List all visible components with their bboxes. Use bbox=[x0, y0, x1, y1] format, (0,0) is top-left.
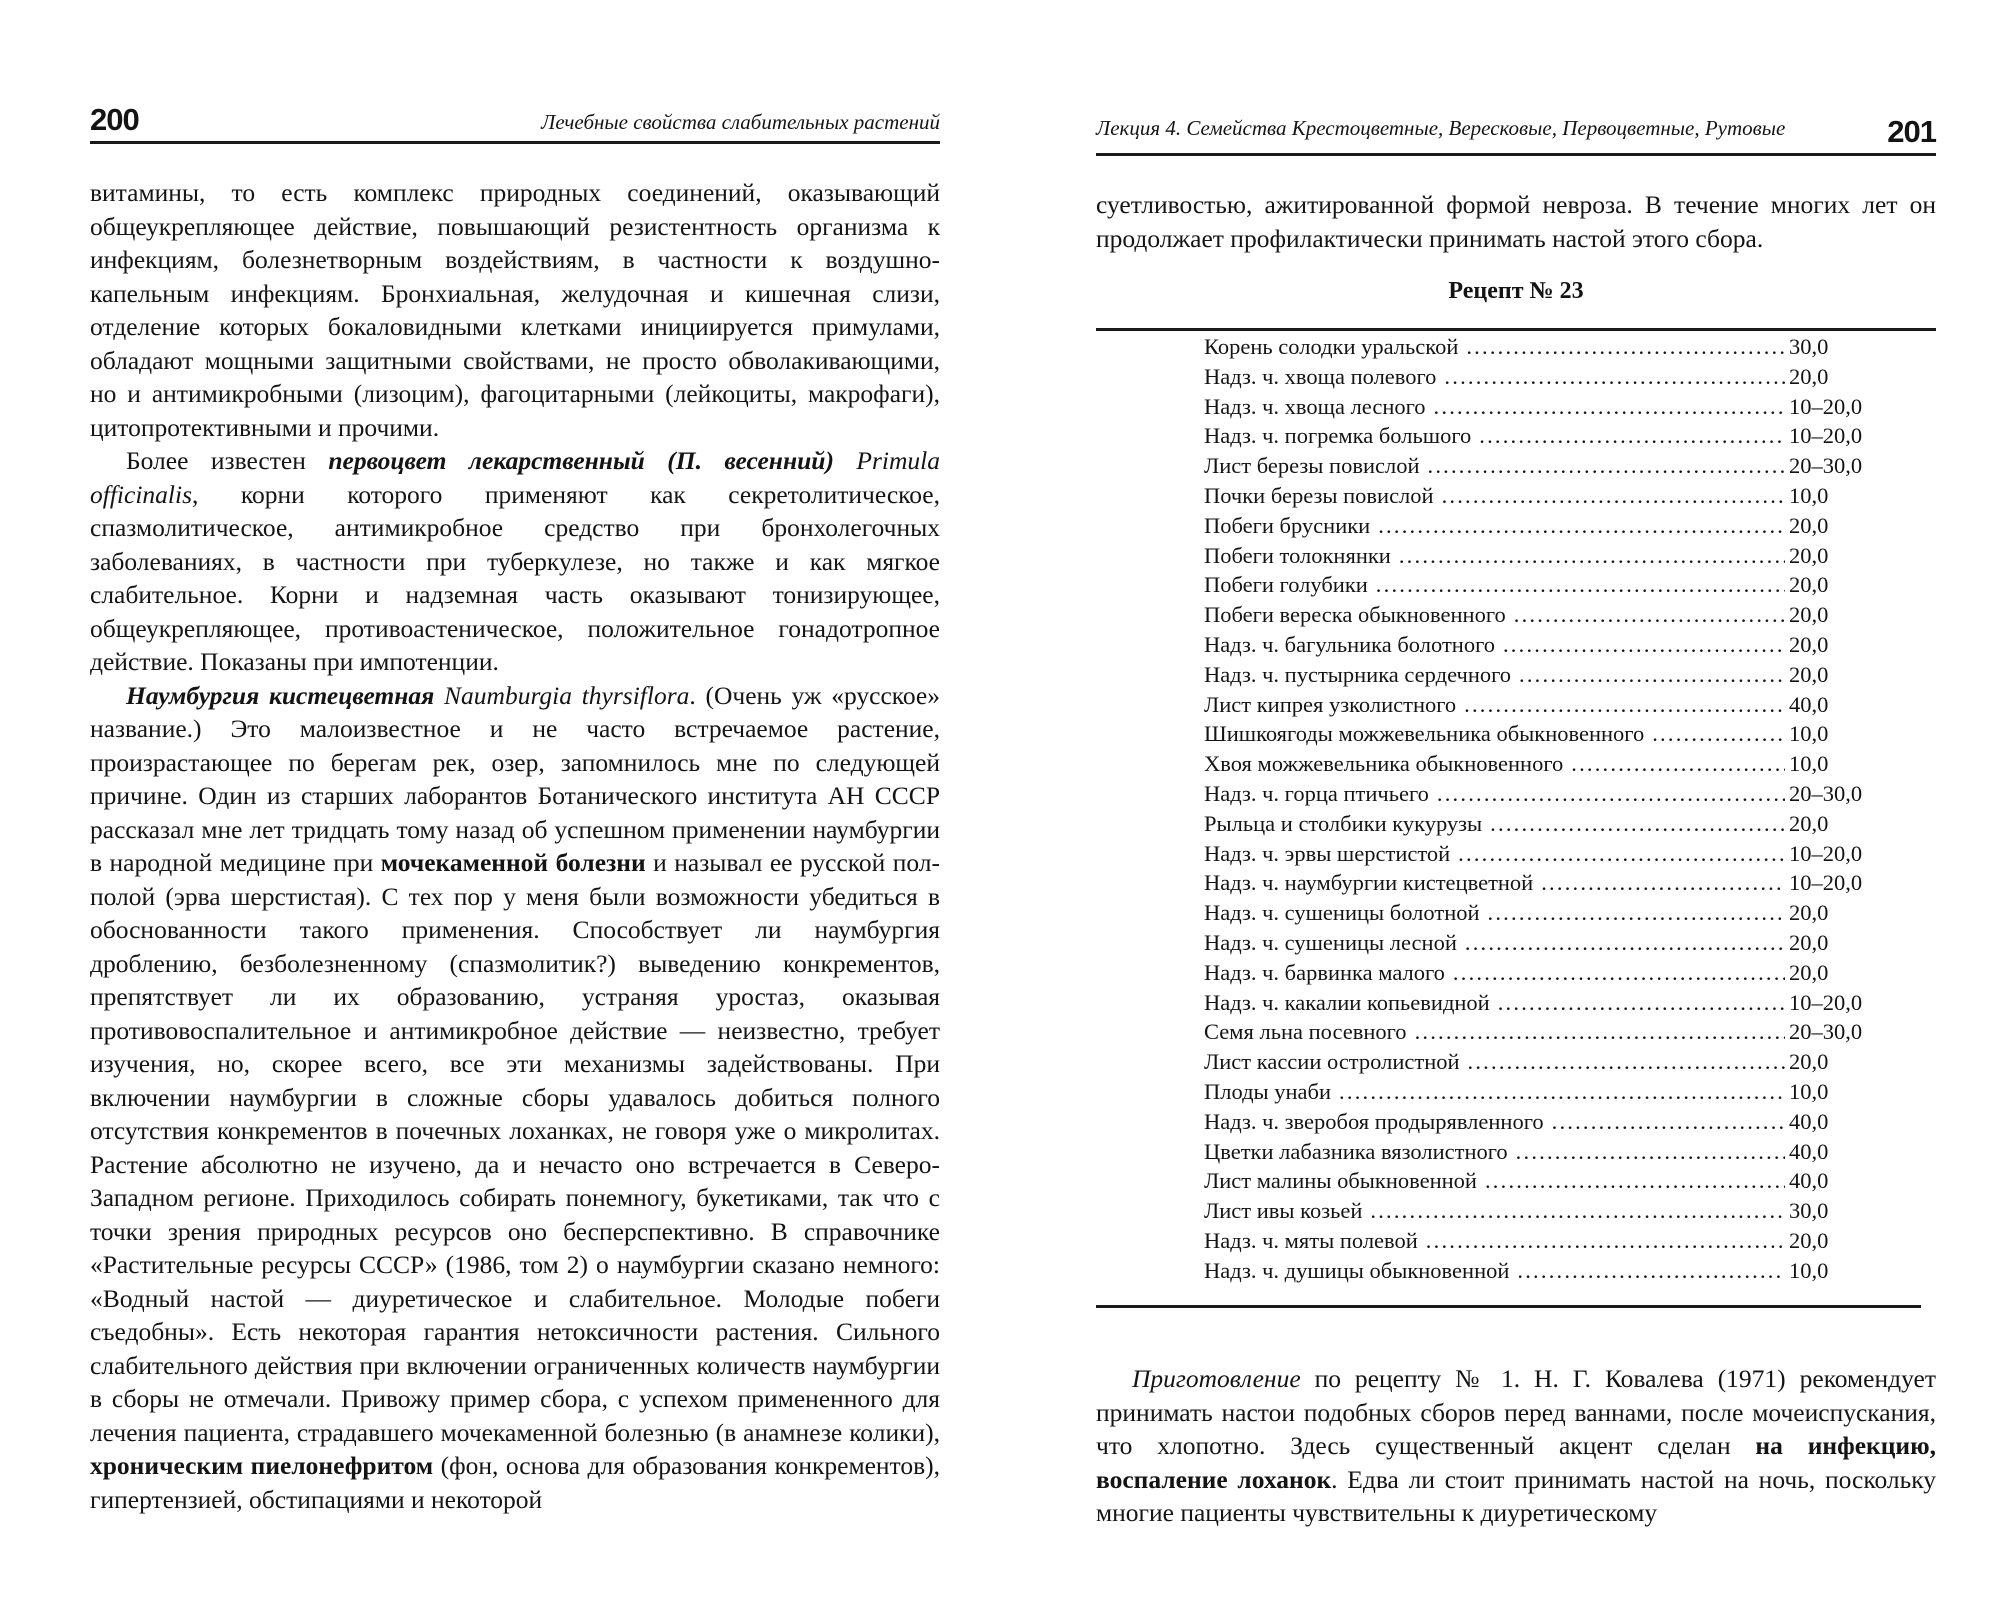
dot-leader bbox=[1428, 451, 1786, 481]
recipe-item bbox=[1204, 1256, 1884, 1286]
ingredient-name: Надз. ч. хвоща лесного bbox=[1204, 393, 1426, 419]
ingredient-name: Рыльца и столбики кукурузы bbox=[1204, 810, 1483, 836]
recipe-item bbox=[1204, 630, 1884, 660]
ingredient-quantity: 40,0 bbox=[1789, 1168, 1829, 1194]
recipe-item bbox=[1204, 362, 1884, 392]
recipe-item bbox=[1204, 392, 1884, 422]
ingredient-quantity: 20,0 bbox=[1789, 959, 1829, 985]
dot-leader bbox=[1426, 1226, 1785, 1256]
ingredient-name: Надз. ч. горца птичьего bbox=[1204, 780, 1429, 806]
text-run: по рецепту № 1. Н. Г. Ковалева (1971) рекомендует принимать настои подобных сборов перед ваннами, после мочеиспускания, что хлопотно. Здесь существенный акцент сделан bbox=[1096, 1364, 1936, 1460]
ingredient-quantity: 20–30,0 bbox=[1789, 1019, 1863, 1045]
page-number: 201 bbox=[1887, 114, 1936, 149]
ingredient-name: Лист ивы козьей bbox=[1204, 1198, 1363, 1224]
running-header bbox=[1096, 110, 1936, 150]
recipe-item bbox=[1204, 958, 1884, 988]
recipe-item bbox=[1204, 1017, 1884, 1047]
ingredient-quantity: 20–30,0 bbox=[1789, 453, 1863, 479]
right-page bbox=[1096, 0, 1936, 1602]
ingredient-quantity: 20,0 bbox=[1789, 929, 1829, 955]
emphasis-bold: мочекаменной болезни bbox=[380, 848, 646, 877]
ingredient-name: Плоды унаби bbox=[1204, 1078, 1332, 1104]
ingredient-quantity: 40,0 bbox=[1789, 1108, 1829, 1134]
term-bold-italic: Наумбургия кистецветная bbox=[126, 680, 435, 710]
text-run: витамины, то есть комплекс природных соединений, оказывающий общеукрепляющее действие, повышающий резистентность организма к инфекциям, болезнетворным воздействиям, в частности к воздушно-капельным инфекциям. Бронхиальная, желудочная и кишечная слизи, отделение которых бокаловидными клетками инициируется примулами, обладают мощными защитными свойствами, не просто обволакивающими, но и антимикробными (лизоцим), фагоцитарными (лейкоциты, макрофаги), цитопротективными и прочими. bbox=[90, 178, 940, 442]
dot-leader bbox=[1442, 481, 1785, 511]
ingredient-name: Лист березы повислой bbox=[1204, 453, 1420, 479]
dot-leader bbox=[1376, 570, 1785, 600]
ingredient-name: Надз. ч. эрвы шерстистой bbox=[1204, 840, 1451, 866]
ingredient-quantity: 10,0 bbox=[1789, 1257, 1829, 1283]
dot-leader bbox=[1466, 332, 1785, 362]
dot-leader bbox=[1488, 898, 1785, 928]
ingredient-name: Надз. ч. наумбургии кистецветной bbox=[1204, 870, 1534, 896]
term-italic: Приготовление bbox=[1132, 1364, 1301, 1393]
dot-leader bbox=[1571, 749, 1785, 779]
running-title: Лечебные свойства слабительных растений bbox=[541, 110, 940, 134]
ingredient-name: Надз. ч. душицы обыкновенной bbox=[1204, 1257, 1510, 1283]
ingredient-quantity: 10,0 bbox=[1789, 482, 1829, 508]
dot-leader bbox=[1444, 362, 1785, 392]
intro-text bbox=[1096, 188, 1936, 255]
ingredient-quantity: 20,0 bbox=[1789, 542, 1829, 568]
dot-leader bbox=[1458, 839, 1785, 869]
ingredient-quantity: 20,0 bbox=[1789, 602, 1829, 628]
ingredient-quantity: 20,0 bbox=[1789, 572, 1829, 598]
ingredient-name: Надз. ч. сушеницы лесной bbox=[1204, 929, 1457, 955]
ingredient-name: Лист малины обыкновенной bbox=[1204, 1168, 1477, 1194]
latin-name: Naumburgia thyrsiflora bbox=[434, 680, 690, 710]
closing-text bbox=[1096, 1362, 1936, 1530]
recipe-top-rule bbox=[1096, 328, 1936, 331]
dot-leader bbox=[1378, 511, 1785, 541]
ingredient-name: Семя льна посевного bbox=[1204, 1019, 1407, 1045]
recipe-item bbox=[1204, 421, 1884, 451]
emphasis-bold: хроническим пиелонефритом bbox=[90, 1451, 434, 1480]
term-bold-italic: первоцвет лекарственный (П. весенний) bbox=[328, 446, 834, 475]
ingredient-name: Корень солодки уральской bbox=[1204, 334, 1459, 359]
ingredient-quantity: 20,0 bbox=[1789, 661, 1829, 687]
recipe-item bbox=[1204, 749, 1884, 779]
ingredient-quantity: 10–20,0 bbox=[1789, 870, 1863, 896]
ingredient-quantity: 10,0 bbox=[1789, 751, 1829, 777]
ingredient-quantity: 10,0 bbox=[1789, 1078, 1829, 1104]
dot-leader bbox=[1490, 809, 1785, 839]
ingredient-quantity: 30,0 bbox=[1789, 1198, 1829, 1224]
ingredient-quantity: 20,0 bbox=[1789, 631, 1829, 657]
recipe-item bbox=[1204, 1107, 1884, 1137]
recipe-title: Рецепт № 23 bbox=[1448, 278, 1584, 304]
recipe-item bbox=[1204, 809, 1884, 839]
ingredient-name: Побеги брусники bbox=[1204, 512, 1371, 538]
body-text bbox=[90, 176, 940, 1516]
recipe-item bbox=[1204, 1047, 1884, 1077]
paragraph bbox=[90, 679, 940, 1517]
ingredient-quantity: 30,0 bbox=[1789, 334, 1829, 359]
ingredient-name: Побеги голубики bbox=[1204, 572, 1368, 598]
ingredient-name: Лист кассии остролистной bbox=[1204, 1049, 1460, 1075]
ingredient-name: Надз. ч. сушеницы болотной bbox=[1204, 900, 1480, 926]
dot-leader bbox=[1339, 1077, 1785, 1107]
emphasis-bold: на инфекцию, воспаление лоханок bbox=[1096, 1431, 1936, 1494]
latin-name: Primula officinalis bbox=[90, 446, 940, 509]
ingredient-quantity: 20,0 bbox=[1789, 363, 1829, 389]
ingredient-quantity: 10–20,0 bbox=[1789, 989, 1863, 1015]
paragraph bbox=[90, 444, 940, 679]
ingredient-quantity: 10–20,0 bbox=[1789, 840, 1863, 866]
ingredient-name: Надз. ч. мяты полевой bbox=[1204, 1227, 1418, 1253]
dot-leader bbox=[1464, 690, 1785, 720]
recipe-item bbox=[1204, 511, 1884, 541]
ingredient-name: Побеги вереска обыкновенного bbox=[1204, 602, 1506, 628]
ingredient-name: Надз. ч. погремка большого bbox=[1204, 423, 1472, 449]
recipe-item bbox=[1204, 868, 1884, 898]
dot-leader bbox=[1552, 1107, 1785, 1137]
ingredient-quantity: 10–20,0 bbox=[1789, 393, 1863, 419]
dot-leader bbox=[1519, 660, 1785, 690]
text-run: и называл ее русской пол-полой (эрва шерстистая). С тех пор у меня были возможности убедиться в обоснованности такого применения. Способствует ли наумбургия дроблению, безболезненному (спазмолитик?) выведению конкрементов, препятствует ли их образованию, устраняя уростаз, оказывая противовоспалительное и антимикробное действие — неизвестно, требует изучения, но, скорее всего, все эти механизмы задействованы. При включении наумбургии в сложные сборы удавалось добиться полного отсутствия конкрементов в почечных лоханках, не говоря уже о микролитах. Растение абсолютно не изучено, да и нечасто оно встречается в Северо-Западном регионе. Приходилось собирать понемногу, букетиками, так что с точки зрения природных ресурсов оно бесперспективно. В справочнике «Растительные ресурсы СССР» (1986, том 2) о наумбургии сказано немного: «Водный настой — диуретическое и слабительное. Молодые побеги съедобны». Есть некоторая гарантия нетоксичности растения. Сильного слабительного действия при включении ограниченных количеств наумбургии в сборы не отмечали. Привожу пример сбора, с успехом примененного для лечения пациента, страдавшего мочекаменной болезнью (в анамнезе колики), bbox=[90, 848, 940, 1447]
ingredient-name: Шишкоягоды можжевельника обыкновенного bbox=[1204, 721, 1645, 747]
dot-leader bbox=[1465, 928, 1785, 958]
text-run: . (Очень уж «русское» название.) Это малоизвестное и не часто встречаемое растение, произрастающее по берегам рек, озер, запомнилось мне по следующей причине. Один из старших лаборантов Ботанического института АН СССР рассказал мне лет тридцать тому назад об успешном применении наумбургии в народной медицине при bbox=[90, 680, 940, 877]
ingredient-quantity: 10,0 bbox=[1789, 721, 1829, 747]
ingredient-name: Надз. ч. багульника болотного bbox=[1204, 631, 1495, 657]
text-run: . Едва ли стоит принимать настой на ночь, поскольку многие пациенты чувствительны к диуретическому bbox=[1096, 1464, 1936, 1527]
dot-leader bbox=[1514, 600, 1785, 630]
ingredient-name: Хвоя можжевельника обыкновенного bbox=[1204, 751, 1564, 777]
text-run: Более известен bbox=[126, 446, 329, 475]
ingredient-quantity: 20,0 bbox=[1789, 900, 1829, 926]
recipe-item bbox=[1204, 779, 1884, 809]
dot-leader bbox=[1370, 1196, 1785, 1226]
recipe-item bbox=[1204, 839, 1884, 869]
paragraph: суетливостью, ажитированной формой невроза. В течение многих лет он продолжает профилактически принимать настой этого сбора. bbox=[1096, 190, 1936, 253]
running-header bbox=[90, 100, 940, 140]
ingredient-name: Надз. ч. зверобоя продырявленного bbox=[1204, 1108, 1544, 1134]
ingredient-quantity: 10–20,0 bbox=[1789, 423, 1863, 449]
recipe-item bbox=[1204, 1137, 1884, 1167]
ingredient-quantity: 20,0 bbox=[1789, 512, 1829, 538]
ingredient-name: Надз. ч. какалии копьевидной bbox=[1204, 989, 1490, 1015]
ingredient-quantity: 40,0 bbox=[1789, 691, 1829, 717]
recipe-item bbox=[1204, 541, 1884, 571]
recipe-item bbox=[1204, 719, 1884, 749]
ingredient-name: Почки березы повислой bbox=[1204, 482, 1434, 508]
dot-leader bbox=[1415, 1017, 1785, 1047]
ingredient-name: Побеги толокнянки bbox=[1204, 542, 1391, 568]
ingredient-name: Надз. ч. барвинка малого bbox=[1204, 959, 1445, 985]
left-page bbox=[90, 0, 940, 1602]
recipe-item bbox=[1204, 988, 1884, 1018]
ingredient-quantity: 20,0 bbox=[1789, 810, 1829, 836]
recipe-item bbox=[1204, 451, 1884, 481]
dot-leader bbox=[1498, 988, 1785, 1018]
dot-leader bbox=[1434, 392, 1785, 422]
paragraph bbox=[1096, 1362, 1936, 1530]
header-rule bbox=[90, 141, 940, 144]
dot-leader bbox=[1541, 868, 1785, 898]
recipe-item bbox=[1204, 1226, 1884, 1256]
ingredient-name: Надз. ч. хвоща полевого bbox=[1204, 363, 1437, 389]
dot-leader bbox=[1516, 1137, 1785, 1167]
ingredient-name: Надз. ч. пустырника сердечного bbox=[1204, 661, 1512, 687]
ingredient-quantity: 20,0 bbox=[1789, 1227, 1829, 1253]
recipe-item bbox=[1204, 600, 1884, 630]
recipe-bottom-rule bbox=[1096, 1305, 1921, 1308]
header-rule bbox=[1096, 153, 1936, 156]
recipe-item bbox=[1204, 1196, 1884, 1226]
recipe-item bbox=[1204, 570, 1884, 600]
dot-leader bbox=[1468, 1047, 1785, 1077]
recipe-item bbox=[1204, 690, 1884, 720]
dot-leader bbox=[1485, 1166, 1785, 1196]
recipe-item bbox=[1204, 332, 1884, 362]
recipe-item bbox=[1204, 481, 1884, 511]
dot-leader bbox=[1453, 958, 1785, 988]
page-number: 200 bbox=[90, 102, 139, 137]
paragraph bbox=[90, 176, 940, 444]
running-title: Лекция 4. Семейства Крестоцветные, Вересковые, Первоцветные, Рутовые bbox=[1096, 116, 1786, 140]
recipe-item bbox=[1204, 928, 1884, 958]
ingredient-quantity: 40,0 bbox=[1789, 1138, 1829, 1164]
ingredient-quantity: 20–30,0 bbox=[1789, 780, 1863, 806]
text-run: , корни которого применяют как секретолитическое, спазмолитическое, антимикробное средство при бронхолегочных заболеваниях, в частности при туберкулезе, но также и как мягкое слабительное. Корни и надземная часть оказывают тонизирующее, общеукрепляющее, противоастеническое, положительное гонадотропное действие. Показаны при импотенции. bbox=[90, 479, 940, 676]
dot-leader bbox=[1479, 421, 1785, 451]
recipe-item bbox=[1204, 1166, 1884, 1196]
text-run: (фон, основа для образования конкрементов), гипертензией, обстипациями и некоторой bbox=[90, 1451, 941, 1514]
recipe-item bbox=[1204, 898, 1884, 928]
dot-leader bbox=[1517, 1256, 1785, 1286]
dot-leader bbox=[1652, 719, 1785, 749]
dot-leader bbox=[1399, 541, 1785, 571]
ingredient-name: Лист кипрея узколистного bbox=[1204, 691, 1457, 717]
dot-leader bbox=[1503, 630, 1785, 660]
recipe-item bbox=[1204, 1077, 1884, 1107]
recipe-ingredient-list bbox=[1204, 332, 1884, 1286]
ingredient-name: Цветки лабазника вязолистного bbox=[1204, 1138, 1508, 1164]
recipe-item bbox=[1204, 660, 1884, 690]
dot-leader bbox=[1437, 779, 1785, 809]
ingredient-quantity: 20,0 bbox=[1789, 1049, 1829, 1075]
